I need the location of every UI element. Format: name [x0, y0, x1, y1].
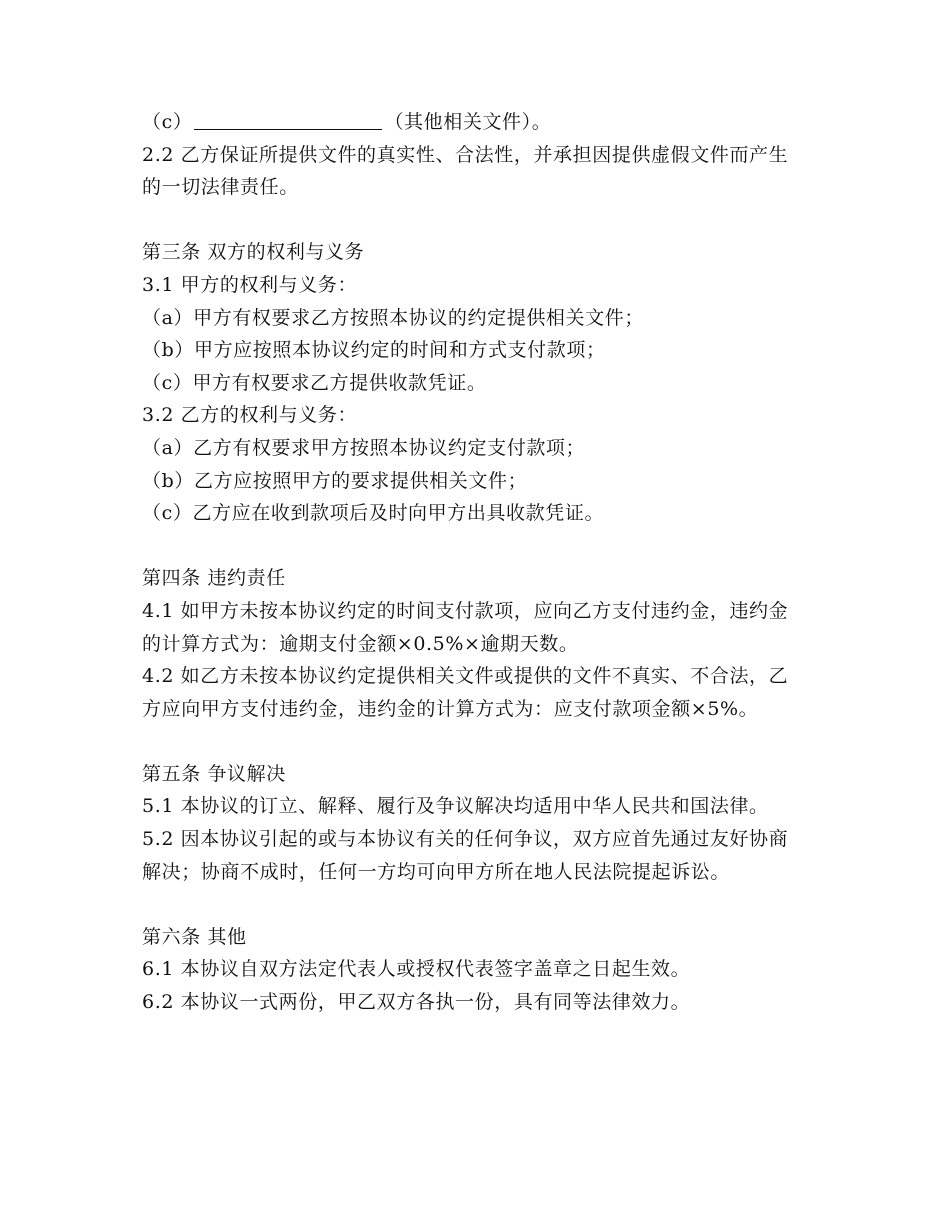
- document-body: [142, 106, 802, 1019]
- article-4-title: 第四条 违约责任: [142, 567, 286, 590]
- article-3-title: 第三条 双方的权利与义务: [142, 241, 365, 264]
- clause-5-2: 5.2 因本协议引起的或与本协议有关的任何争议，双方应首先通过友好协商解决；协商不成时，任何一方均可向甲方所在地人民法院提起诉讼。: [142, 828, 789, 883]
- clause-3-2-a: （a）乙方有权要求甲方按照本协议约定支付款项；: [142, 436, 586, 459]
- clause-2-2: 2.2 乙方保证所提供文件的真实性、合法性，并承担因提供虚假文件而产生的一切法律责任。: [142, 143, 789, 199]
- clause-suffix: （其他相关文件）。: [384, 111, 552, 133]
- clause-6-2: 6.2 本协议一式两份，甲乙双方各执一份，具有同等法律效力。: [142, 991, 691, 1014]
- spacer: [142, 204, 802, 237]
- spacer: [142, 725, 802, 758]
- clause-3-1-c: （c）甲方有权要求乙方提供收款凭证。: [142, 371, 487, 394]
- clause-5-1: 5.1 本协议的订立、解释、履行及争议解决均适用中华人民共和国法律。: [142, 795, 769, 818]
- article-5-title: 第五条 争议解决: [142, 762, 286, 785]
- clause-3-1: 3.1 甲方的权利与义务：: [142, 273, 358, 296]
- clause-3-1-a: （a）甲方有权要求乙方按照本协议的约定提供相关文件；: [142, 306, 644, 329]
- article-6-title: 第六条 其他: [142, 925, 247, 948]
- clause-3-2-c: （c）乙方应在收到款项后及时向甲方出具收款凭证。: [142, 502, 605, 525]
- clause-3-1-b: （b）甲方应按照本协议约定的时间和方式支付款项；: [142, 339, 606, 362]
- clause-4-1: 4.1 如甲方未按本协议约定的时间支付款项，应向乙方支付违约金，违约金的计算方式为：逾期支付金额×0.5%×逾期天数。: [142, 599, 789, 655]
- clause-3-2: 3.2 乙方的权利与义务：: [142, 404, 358, 427]
- fill-in-blank[interactable]: [194, 111, 382, 130]
- clause-3-2-b: （b）乙方应按照甲方的要求提供相关文件；: [142, 469, 528, 492]
- spacer: [142, 530, 802, 563]
- clause-2-1-c: [142, 106, 802, 139]
- clause-6-1: 6.1 本协议自双方法定代表人或授权代表签字盖章之日起生效。: [142, 958, 691, 981]
- spacer: [142, 888, 802, 921]
- clause-prefix: （c）: [142, 111, 193, 133]
- clause-4-2: 4.2 如乙方未按本协议约定提供相关文件或提供的文件不真实、不合法，乙方应向甲方支付违约金，违约金的计算方式为：应支付款项金额×5%。: [142, 665, 789, 720]
